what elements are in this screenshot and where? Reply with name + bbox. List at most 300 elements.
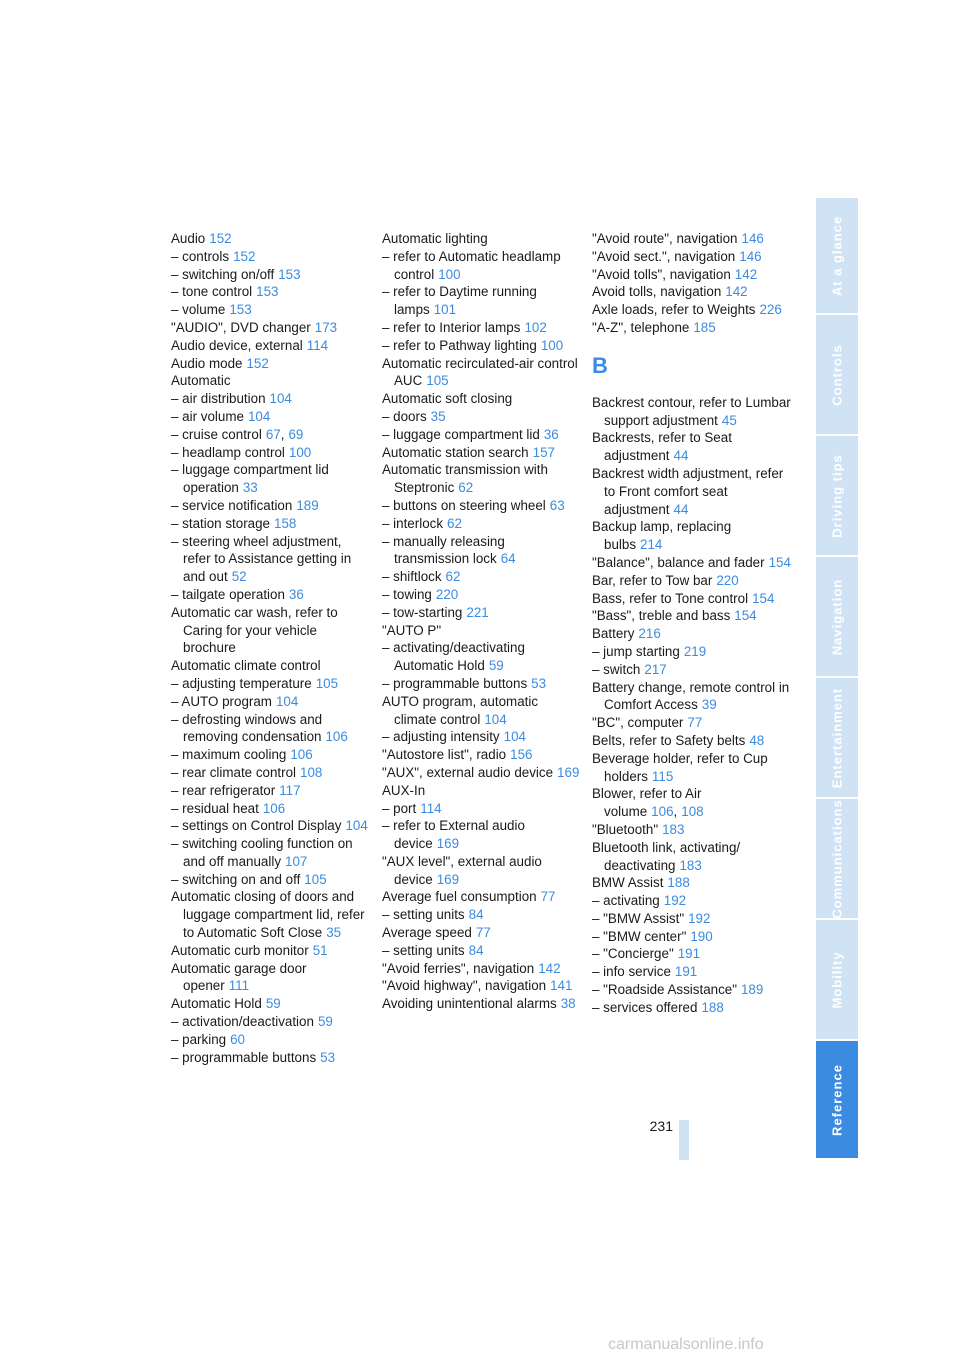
entry-text: – "BMW center" [592,928,687,944]
entry-text: – shiftlock [382,569,442,585]
entry-text: "Balance", balance and fader [592,554,765,570]
entry-text: Audio mode [171,355,243,371]
page-link[interactable]: 158 [274,515,297,531]
index-entry [592,892,792,910]
index-entry [171,283,371,301]
entry-text: – luggage compartment lid [382,426,540,442]
page-link[interactable]: 44 [673,501,689,517]
page-link[interactable]: 59 [265,996,281,1012]
tab-controls[interactable]: Controls [816,315,858,436]
index-entry [592,714,792,732]
page-link[interactable]: 220 [435,586,459,602]
index-entry [171,337,371,355]
tab-reference[interactable]: Reference [816,1041,858,1160]
entry-text: – "BMW Assist" [592,910,685,926]
section-letter: B [592,352,608,378]
index-entry [382,782,582,800]
page-link[interactable]: 156 [510,747,533,763]
page-link[interactable]: 51 [312,942,328,958]
page-link[interactable]: 53 [531,675,547,691]
page-link[interactable]: 106 [290,747,313,763]
index-entry [382,390,582,408]
page-link[interactable]: 84 [468,907,484,923]
entry-text: – services offered [592,999,698,1015]
page-link[interactable]: 59 [317,1014,333,1030]
page-link[interactable]: 64 [500,551,516,567]
index-entry: – cruise control 67, 69 [171,426,304,442]
page-link[interactable]: 104 [345,818,368,834]
index-entry [592,874,792,892]
index-entry [171,746,371,764]
page-link[interactable]: 53 [320,1049,336,1065]
page-link[interactable]: 44 [673,448,689,464]
page-number: 231 [649,1118,673,1134]
index-entry [171,497,371,515]
entry-text: Automatic curb monitor [171,942,309,958]
page-link[interactable]: 77 [687,715,703,731]
page-link[interactable]: 173 [314,319,338,335]
entry-text: "Avoid highway", navigation [382,978,547,994]
index-entry [382,800,582,818]
index-entry [592,945,792,963]
tab-communications[interactable]: Communications [816,799,858,920]
entry-text: Beverage holder, refer to Cup holders [592,750,768,784]
index-entry [171,960,371,996]
index-entry [171,372,371,390]
index-entry [382,497,582,515]
entry-text: – doors [382,408,427,424]
entry-text: "Avoid sect.", navigation [592,248,736,264]
index-entry [382,728,582,746]
index-column-2 [382,230,582,1013]
page-link[interactable]: 36 [543,426,559,442]
page-link[interactable]: 191 [677,946,701,962]
page-link[interactable]: 84 [468,942,484,958]
index-entry [382,515,582,533]
index-entry [171,675,371,693]
entry-text: "Avoid route", navigation [592,231,738,246]
page-link[interactable]: 169 [436,836,460,852]
page-link[interactable]: 114 [306,337,329,353]
entry-text: – switching cooling function on and off manually [171,836,353,869]
page-link[interactable]: 192 [663,893,687,909]
index-entry [382,230,582,248]
index-entry [382,355,582,391]
page-link[interactable]: 59 [488,658,504,674]
entry-text: Average speed [382,925,472,941]
index-entry [382,283,582,319]
index-entry [382,906,582,924]
entry-text: AUTO program, automatic climate control [382,693,539,727]
entry-text: – adjusting temperature [171,675,312,691]
index-entry [592,643,792,661]
page-link[interactable]: 189 [296,497,319,513]
index-entry [382,426,582,444]
entry-text: – rear refrigerator [171,782,276,798]
index-entry [171,995,371,1013]
entry-text: Belts, refer to Safety belts [592,732,746,748]
entry-text: – activating/deactivating Automatic Hold [382,640,525,674]
entry-text: "Avoid ferries", navigation [382,960,535,976]
page-link[interactable]: 142 [725,284,748,300]
index-entry [171,711,371,747]
index-entry [382,924,582,942]
entry-text: – controls [171,248,230,264]
index-entry [592,928,792,946]
entry-text: Audio device, external [171,337,303,353]
page-link[interactable]: 38 [560,996,576,1012]
page-link[interactable]: 77 [475,925,491,941]
tab-at-a-glance[interactable]: At a glance [816,198,858,315]
entry-text: Avoid tolls, navigation [592,284,722,300]
index-entry [382,461,582,497]
index-entry [382,639,582,675]
index-entry [382,888,582,906]
entry-text: Bar, refer to Tow bar [592,572,713,588]
entry-text: "BC", computer [592,715,684,731]
page-link[interactable]: 192 [688,910,711,926]
page-link[interactable]: 106 [325,729,348,745]
page-link[interactable]: 104 [484,711,507,727]
page-link[interactable]: 100 [438,266,461,282]
page-link[interactable]: 102 [524,319,547,335]
entry-text: – programmable buttons [171,1049,317,1065]
entry-text: – tailgate operation [171,586,285,602]
entry-text: Automatic Hold [171,996,262,1012]
entry-text: – volume [171,302,226,318]
entry-text: – interlock [382,515,444,531]
entry-text: Backup lamp, replacing bulbs [592,519,732,553]
page-link[interactable]: 142 [734,266,758,282]
index-entry [171,301,371,319]
page-link[interactable]: 100 [288,444,312,460]
entry-text: – rear climate control [171,764,297,780]
entry-text: – defrosting windows and removing condensation [171,711,323,745]
page-link[interactable]: 108 [300,764,323,780]
page-link[interactable]: 101 [433,302,457,318]
index-entry [382,622,582,640]
entry-text: – programmable buttons [382,675,528,691]
entry-text: – refer to Daytime running lamps [382,284,537,318]
entry-text: – port [382,800,417,816]
page-link[interactable]: 62 [447,515,462,531]
page-link[interactable]: 141 [550,978,573,994]
index-entry [382,995,582,1013]
page-link[interactable]: 67 [265,426,281,442]
page-link[interactable]: 62 [458,480,474,496]
index-entry [171,515,371,533]
index-entry [592,301,792,319]
page-link[interactable]: 60 [230,1031,245,1047]
index-entry [592,394,792,430]
entry-text: "Bass", treble and bass [592,608,731,624]
entry-text: Avoiding unintentional alarms [382,996,557,1012]
entry-text: – switch [592,661,641,677]
entry-text: Backrests, refer to Seat adjustment [592,430,732,464]
entry-text: "AUDIO", DVD changer [171,319,311,335]
entry-text: Automatic lighting [382,231,488,246]
index-entry [592,963,792,981]
entry-text: – setting units [382,907,465,923]
page-link[interactable]: 188 [701,999,724,1015]
index-entry [171,800,371,818]
page-link[interactable]: 153 [278,266,301,282]
entry-text: Battery change, remote control in Comfort Access [592,679,790,713]
page-link[interactable]: 154 [752,590,775,606]
page-link[interactable]: 220 [716,572,739,588]
index-entry [382,248,582,284]
index-column-1 [171,230,371,1066]
page-link[interactable]: 104 [503,729,526,745]
index-entry [382,408,582,426]
page-link[interactable]: 105 [315,675,339,691]
index-entry [171,586,371,604]
page-link[interactable]: 190 [690,928,713,944]
index-entry [171,390,371,408]
index-entry [592,590,792,608]
page-link[interactable]: 104 [275,693,299,709]
page-link[interactable]: 169 [557,764,580,780]
index-entry [382,693,582,729]
page-link[interactable]: 146 [741,231,764,246]
page-link[interactable]: 35 [326,925,342,941]
page-link[interactable]: 52 [231,569,247,585]
index-entry [592,429,792,465]
page-link[interactable]: 117 [279,782,301,798]
entry-text: – "Concierge" [592,946,674,962]
entry-text: Backrest contour, refer to Lumbar support adjustment [592,394,791,428]
entry-text: – headlamp control [171,444,285,460]
section-tabs [816,198,858,1160]
page-link[interactable]: 214 [640,537,663,553]
page-link[interactable]: 152 [209,231,232,246]
index-entry [592,518,792,554]
entry-text: – info service [592,964,671,980]
entry-text: – activation/deactivation [171,1014,314,1030]
page-link[interactable]: 35 [430,408,446,424]
entry-text: Automatic car wash, refer to Caring for your vehicle brochure [171,604,338,656]
page-link[interactable]: 105 [426,373,449,389]
page-link[interactable]: 33 [242,480,258,496]
page-link[interactable]: 107 [285,853,308,869]
index-entry [592,910,792,928]
entry-text: "Bluetooth" [592,821,659,837]
page-link[interactable]: 219 [683,643,707,659]
page-link[interactable]: 216 [638,626,661,642]
entry-text: Automatic transmission with Steptronic [382,462,548,496]
entry-text: – station storage [171,515,271,531]
index-entry [382,977,582,995]
page-link[interactable]: 185 [693,319,716,335]
entry-text: Backrest width adjustment, refer to Front comfort seat adjustment [592,465,784,517]
tab-navigation[interactable]: Navigation [816,557,858,678]
index-entry [592,981,792,999]
index-entry [382,319,582,337]
entry-text: – refer to Automatic headlamp control [382,248,561,282]
index-entry [171,888,371,941]
page-link[interactable]: 48 [749,732,765,748]
entry-text: – steering wheel adjustment, refer to Assistance getting in and out [171,533,352,585]
page-link[interactable]: 36 [288,586,304,602]
tab-entertainment[interactable]: Entertainment [816,678,858,799]
entry-text: "Autostore list", radio [382,747,507,763]
index-entry [592,465,792,518]
page-link[interactable]: 111 [228,978,250,994]
index-entry [171,1013,371,1031]
page-link[interactable]: 146 [739,248,762,264]
entry-text: – buttons on steering wheel [382,497,546,513]
entry-text: – activating [592,893,660,909]
entry-text: Automatic recirculated-air control AUC [382,355,578,389]
page-link[interactable]: 153 [256,284,279,300]
index-entry [592,625,792,643]
page-link[interactable]: 183 [662,821,685,837]
index-entry [171,1031,371,1049]
index-entry [171,230,371,248]
entry-text: – towing [382,586,432,602]
page-link[interactable]: 152 [246,355,269,371]
page-link[interactable]: 77 [540,889,556,905]
index-entry [592,554,792,572]
page-link[interactable]: 221 [466,604,489,620]
index-entry [171,266,371,284]
page-link[interactable]: 153 [229,302,252,318]
entry-text: – service notification [171,497,293,513]
page-link[interactable]: 142 [538,960,561,976]
page-link[interactable]: 169 [436,871,460,887]
index-entry [171,817,371,835]
page-link[interactable]: 62 [445,569,461,585]
index-entry [592,319,792,337]
entry-text: – refer to External audio device [382,818,525,852]
page-link[interactable]: 108 [681,804,704,820]
entry-text: – switching on/off [171,266,275,282]
index-entry [592,732,792,750]
page-link[interactable]: 105 [304,871,327,887]
index-entry [171,942,371,960]
index-entry [171,408,371,426]
index-entry [592,266,792,284]
entry-text: – adjusting intensity [382,729,500,745]
index-entry [592,248,792,266]
page-link[interactable]: 69 [288,426,304,442]
tab-driving-tips[interactable]: Driving tips [816,436,858,557]
index-entry [171,248,371,266]
index-entry [171,871,371,889]
entry-text: Automatic closing of doors and luggage compartment lid, refer to Automatic Soft Close [171,889,365,941]
index-entry [592,679,792,715]
entry-text: – air volume [171,408,244,424]
index-entry [171,782,371,800]
page-link[interactable]: 226 [759,302,782,318]
page-link[interactable]: 157 [532,444,555,460]
entry-text: Automatic station search [382,444,529,460]
page-link[interactable]: 191 [674,964,698,980]
entry-text: – settings on Control Display [171,818,342,834]
page-link[interactable]: 183 [679,857,702,873]
page-link[interactable]: 189 [740,982,764,998]
entry-text: – manually releasing transmission lock [382,533,505,567]
page-link[interactable]: 114 [420,800,442,816]
entry-text: "A-Z", telephone [592,319,690,335]
index-entry [171,533,371,586]
index-entry [171,835,371,871]
entry-text: – luggage compartment lid operation [171,462,329,496]
page-link[interactable]: 104 [269,391,292,407]
entry-text: – maximum cooling [171,747,287,763]
index-entry [171,355,371,373]
page-number-bar [679,1120,689,1160]
index-entry [171,1049,371,1067]
entry-text: "AUTO P" [382,622,442,638]
index-entry [171,444,371,462]
entry-text: Average fuel consumption [382,889,537,905]
page-link[interactable]: 154 [734,608,757,624]
entry-text: – tow-starting [382,604,463,620]
page-link[interactable]: 100 [540,337,564,353]
watermark: carmanualsonline.info [608,1336,764,1353]
page-link[interactable]: 115 [651,768,674,784]
entry-text: – residual heat [171,800,259,816]
entry-text: Automatic soft closing [382,391,513,407]
index-entry [171,604,371,657]
entry-text: – switching on and off [171,871,301,887]
page-link[interactable]: 217 [644,661,667,677]
index-entry [171,657,371,675]
entry-text: – jump starting [592,643,680,659]
index-entry [382,604,582,622]
entry-text: Blower, refer to Air volume [592,786,702,820]
page-link[interactable]: 154 [768,554,791,570]
entry-text: – tone control [171,284,253,300]
entry-text: BMW Assist [592,875,664,891]
entry-text: Bluetooth link, activating/ deactivating [592,839,741,873]
index-entry [382,675,582,693]
page-link[interactable]: 45 [721,412,737,428]
index-entry [592,750,792,786]
index-entry [382,337,582,355]
page-link[interactable]: 104 [247,408,271,424]
index-entry [382,746,582,764]
page-link[interactable]: 106 [651,804,674,820]
page-link[interactable]: 188 [667,875,690,891]
entry-text: Automatic [171,373,231,389]
entry-text: – "Roadside Assistance" [592,982,737,998]
index-entry [592,283,792,301]
tab-mobility[interactable]: Mobility [816,920,858,1041]
page-link[interactable]: 39 [701,697,717,713]
index-entry [171,319,371,337]
page-link[interactable]: 106 [262,800,286,816]
entry-text: Automatic garage door opener [171,960,307,994]
index-entry [171,693,371,711]
entry-text: "AUX", external audio device [382,764,554,780]
index-entry [592,661,792,679]
index-column-3 [592,230,792,1017]
page-link[interactable]: 152 [233,248,256,264]
index-entry [382,853,582,889]
index-entry [382,444,582,462]
index-entry [592,821,792,839]
index-entry [382,533,582,569]
entry-text: – cruise control [171,426,262,442]
index-entry [592,607,792,625]
page-link[interactable]: 63 [549,497,565,513]
entry-text: – refer to Interior lamps [382,319,521,335]
entry-text: Battery [592,626,635,642]
entry-text: Axle loads, refer to Weights [592,302,756,318]
index-entry [382,568,582,586]
